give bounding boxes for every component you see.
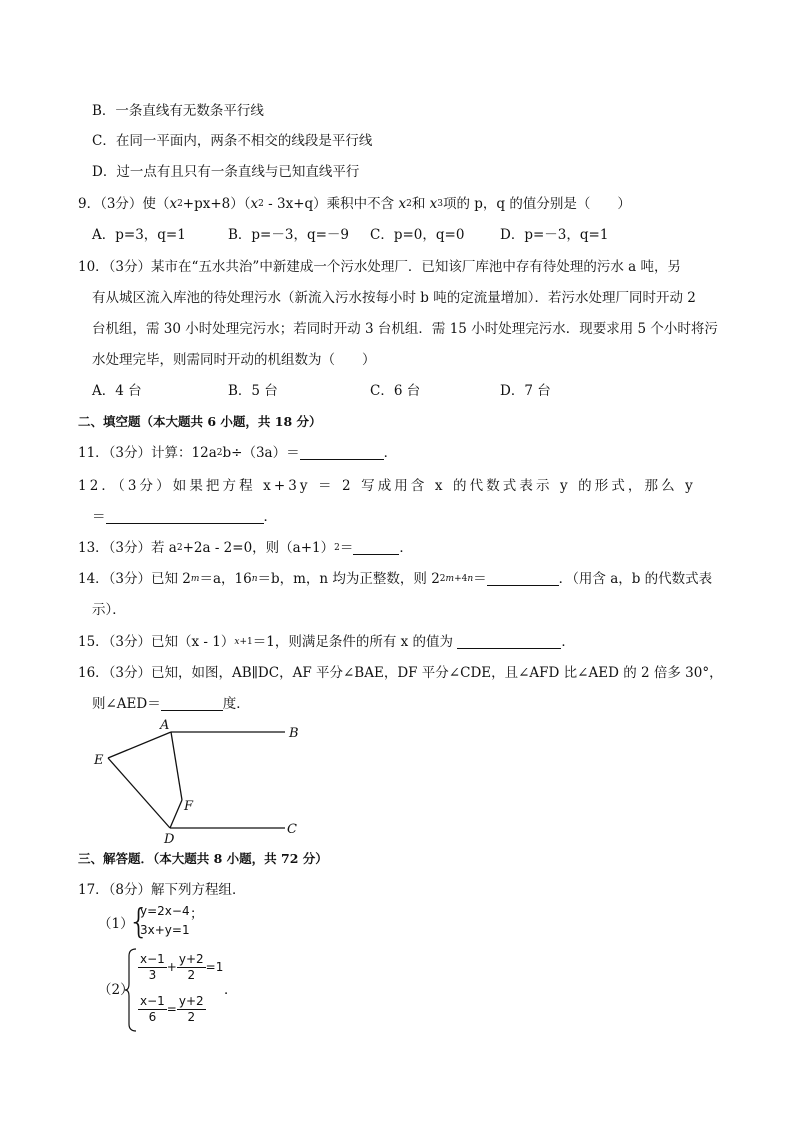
q11: 11．（3分）计算：$12a^2b\div(3a)=$ ．	[78, 445, 398, 461]
q15-answer-blank[interactable]	[457, 634, 561, 649]
label-d: D	[164, 832, 175, 847]
label-e: E	[94, 753, 104, 768]
q14-answer-blank[interactable]	[487, 571, 559, 586]
q14-line1: 14．（3分）已知 $2^m=a$，$16^n=b$，m，n 均为正整数，则 $2^{2m+4n}=$ ．（用含 a，b 的代数式表	[78, 571, 713, 587]
q12-answer-blank[interactable]	[106, 509, 264, 524]
q14-line2: 示）．	[92, 602, 126, 618]
segment-af	[171, 732, 182, 800]
q16-line1: 16．（3分）已知，如图，AB∥DC，AF 平分∠BAE，DF 平分∠CDE，且∠AFD 比∠AED 的 2 倍多 30°，	[78, 665, 723, 681]
q17-part1-eq2: 3x+y=1	[140, 923, 190, 937]
q8-option-b: B．一条直线有无数条平行线	[92, 103, 264, 119]
q10-option-c: C．6 台	[370, 383, 421, 399]
q15: 15．（3分）已知（x - 1）$^{x+1}$＝1，则满足条件的所有 x 的值为 ．	[78, 634, 575, 650]
q17-part2-eq2: $\frac{x-1}{6}$ = $\frac{y+2}{2}$	[140, 994, 204, 1024]
q10-option-d: D．7 台	[500, 383, 551, 399]
q17-stem: 17．（8分）解下列方程组．	[78, 882, 246, 898]
q11-answer-blank[interactable]	[300, 445, 384, 460]
label-f: F	[184, 799, 194, 814]
q13: 13．（3分）若 $a^2+2a - 2=0$，则$(a+1)^2=$ ．	[78, 540, 413, 556]
q9-option-b: B．p=－3，q=－9	[228, 227, 350, 243]
q12-line1: 12．（3分）如果把方程 x+3y ＝ 2 写成用含 x 的代数式表示 y 的形式，那么 y	[78, 478, 696, 494]
q13-answer-blank[interactable]	[353, 540, 399, 555]
q10-line4: 水处理完毕，则需同时开动的机组数为（ ）	[92, 352, 376, 368]
q10-option-a: A．4 台	[92, 383, 142, 399]
q8-option-c: C．在同一平面内，两条不相交的线段是平行线	[92, 133, 373, 149]
q12-line2: ＝ ．	[92, 509, 277, 525]
q16-answer-blank[interactable]	[161, 696, 223, 711]
q17-part2-label: （2）	[98, 982, 134, 998]
q17-part1-label: （1）	[98, 916, 134, 932]
q9-stem: 9．（3分）使$(x^2+px+8)(x^2 - 3x+q)$乘积中不含 $x^2$和 $x^3$项的 p，q 的值分别是（ ）	[78, 196, 631, 212]
q8-option-d: D．过一点有且只有一条直线与已知直线平行	[92, 164, 360, 180]
segment-ae	[108, 732, 171, 758]
q17-part1-brace: {	[128, 902, 150, 942]
q17-part1-eq1: y=2x−4	[140, 904, 190, 918]
q17-part2-period: ．	[224, 982, 238, 998]
section-3-heading: 三、解答题．（本大题共 8 小题，共 72 分）	[78, 851, 328, 866]
q17-part2-brace	[124, 948, 138, 1032]
q9-option-d: D．p=－3，q=1	[500, 227, 609, 243]
segment-ed	[108, 758, 170, 828]
section-2-heading: 二、填空题（本大题共 6 小题，共 18 分）	[78, 414, 322, 429]
q10-option-b: B．5 台	[228, 383, 278, 399]
segment-fd	[170, 800, 182, 828]
label-c: C	[287, 822, 297, 837]
q10-line2: 有从城区流入库池的待处理污水（新流入污水按每小时 b 吨的定流量增加）．若污水处理厂同时开动 2	[92, 290, 696, 306]
geometry-figure	[88, 716, 308, 848]
q9-option-c: C．p=0，q=0	[370, 227, 465, 243]
q16-line2: 则∠AED＝ 度．	[92, 696, 250, 712]
q9-option-a: A．p=3，q=1	[92, 227, 186, 243]
q17-part2-eq1: $\frac{x-1}{3}$ + $\frac{y+2}{2}$ =1	[140, 952, 224, 982]
label-b: B	[289, 726, 299, 741]
q10-line1: 10．（3分）某市在“五水共治”中新建成一个污水处理厂．已知该厂库池中存有待处理的污水 a 吨，另	[78, 259, 681, 275]
q10-line3: 台机组，需 30 小时处理完污水；若同时开动 3 台机组．需 15 小时处理完污水．现要求用 5 个小时将污	[92, 321, 718, 337]
q17-part1-semicolon: ；	[190, 906, 204, 922]
label-a: A	[160, 718, 170, 733]
